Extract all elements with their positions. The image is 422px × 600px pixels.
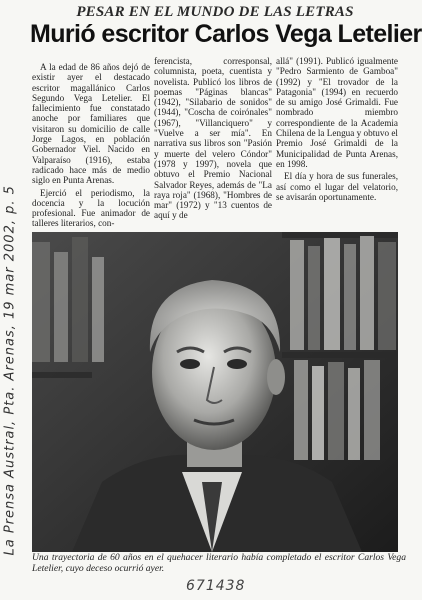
photo-caption: Una trayectoria de 60 años en el quehacer literario había completado el escritor Carlos Vega Letelier, cuyo deceso ocurrió ayer. (32, 552, 406, 574)
column-paragraph: allá" (1991). Publicó igualmente "Pedro Sarmiento de Gamboa" (1992) y "El trovador de la Patagonia" (1994) en recuerdo de su amigo José Grimaldi. Fue nombrado miembro correspondiente de la Academia Chilena de la Lengua y obtuvo el Premio José Grimaldi de la Municipalidad de Punta Arenas, en 1998. (276, 56, 398, 169)
article-headline: Murió escritor Carlos Vega Letelier (30, 20, 422, 48)
column-paragraph: Ejerció el periodismo, la docencia y la locución profesional. Fue animador de talleres literarios, con- (32, 187, 150, 229)
catalog-number: 671438 (186, 578, 246, 594)
column-paragraph: El día y hora de sus funerales, así como el lugar del velatorio, se avisarán oportunamente. (276, 171, 398, 202)
article-column-1 (32, 62, 150, 231)
article-column-3 (276, 56, 398, 204)
author-portrait-photo (32, 232, 398, 552)
article-column-2 (154, 56, 272, 223)
column-paragraph: ferencista, corresponsal, columnista, poeta, cuentista y novelista. Publicó los libros de poemas "Páginas blancas" (1942), "Silabario de sonidos" (1944), "Coscha de coirónales" (1967), "Villanciquero" y "Vuelve a ser mía". En narrativa sus libros son "Pasión y muerte del velero Cóndor" (1978 y 1997), novela que obtuvo el Premio Nacional Salvador Reyes, además de "La raya roja" (1968), "Hombres de mar" (1972) y "13 cuentos de aquí y de (154, 56, 272, 221)
article-kicker: PESAR EN EL MUNDO DE LAS LETRAS (76, 4, 354, 20)
column-paragraph: A la edad de 86 años dejó de existir ayer el destacado escritor magallánico Carlos Segundo Vega Letelier. El fallecimiento fue constatado anoche por familiares que visitaron su domicilio de calle Jorge Lagos, en población Gobernador Viel. Nacido en Valparaíso (1916), estaba radicado hace más de medio siglo en Punta Arenas. (32, 62, 150, 186)
handwritten-source-text: La Prensa Austral, Pta. Arenas, 19 mar 2002, p. 5 (2, 185, 18, 556)
handwritten-source-note (0, 0, 22, 600)
